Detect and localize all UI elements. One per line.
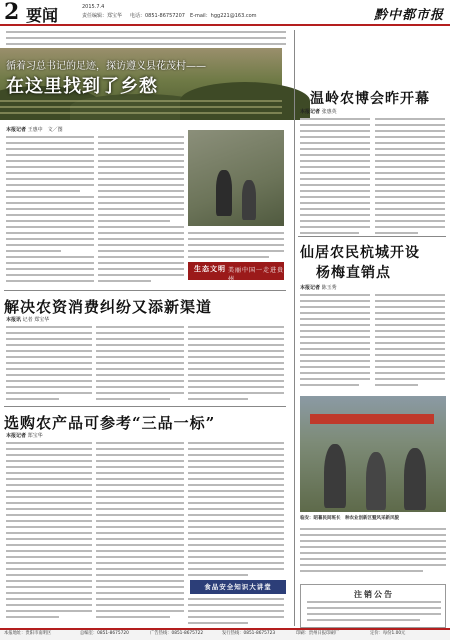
footer-cell: 总编室：0851-8675720 [80, 631, 129, 636]
select-byline-names: 郑宝华 [27, 433, 43, 439]
divider [4, 406, 286, 407]
email-line: E-mail：hgg221@163.com [190, 13, 257, 19]
divider [4, 290, 286, 291]
xianju-headline-line2: 杨梅直销点 [316, 265, 391, 281]
footer-cell: 本报地址：贵阳市南明区 [4, 631, 52, 636]
lead-byline [6, 126, 63, 133]
xianju-body-col-2 [375, 294, 445, 390]
divider [298, 236, 446, 237]
expo-byline [300, 108, 337, 115]
xianju-byline-tag: 本报记者 [300, 285, 321, 291]
right-photo-caption: 临安：昭暮民间班长 种农业创新区暨风采新风貌 [300, 516, 399, 521]
right-photo [300, 396, 446, 512]
consumer-headline: 解决农资消费纠纷又添新渠道 [4, 298, 213, 316]
notice-title: 注销公告 [354, 590, 394, 599]
xianju-byline-names: 陈玉秀 [321, 285, 337, 291]
expo-body-col-2 [375, 118, 445, 238]
consumer-byline [6, 316, 49, 323]
masthead [0, 0, 450, 26]
lead-body-col-2 [98, 136, 184, 286]
lead-byline-tag: 本报记者 [6, 127, 27, 133]
consumer-body-col-1 [6, 326, 92, 404]
xianju-byline [300, 284, 337, 291]
ecology-banner [188, 262, 285, 283]
newspaper-brand: 黔中都市报 [373, 8, 444, 23]
expo-byline-names: 张惠英 [321, 109, 337, 115]
expo-body-col-1 [300, 118, 370, 238]
xianju-headline-line1: 仙居农民杭城开设 [300, 245, 420, 261]
notice-box [300, 584, 446, 628]
select-byline-tag: 本报记者 [6, 433, 27, 439]
footer-cell: 广告热线：0851-8675722 [150, 631, 204, 636]
page-number: 2 [4, 0, 20, 25]
notice-body [307, 601, 441, 625]
ad-body [188, 598, 284, 628]
phone-line: 电话：0851-86757207 [130, 13, 185, 19]
food-safety-banner: 食品安全知识大讲堂 [190, 580, 286, 594]
column-divider [294, 30, 295, 626]
editor-line: 责任编辑：郑宝华 [82, 13, 123, 19]
right-photo-body [300, 528, 446, 576]
consumer-body-col-2 [96, 326, 184, 404]
select-body-col-2 [96, 442, 184, 622]
lead-byline-names: 王惠中 文／图 [27, 127, 63, 133]
consumer-byline-names: 记者 郑宝华 [22, 317, 50, 323]
select-byline [6, 432, 43, 439]
lead-headline: 在这里找到了乡愁 [6, 76, 158, 97]
footer-cell: 定价：每份1.00元 [370, 631, 406, 636]
consumer-byline-tag: 本报讯 [6, 317, 22, 323]
footer-cell: 发行热线：0851-8675723 [222, 631, 276, 636]
expo-headline: 温岭农博会昨开幕 [310, 91, 430, 107]
consumer-body-col-3 [188, 326, 284, 404]
date-line: 2015.7.4 [82, 4, 105, 10]
select-body-col-1 [6, 442, 92, 622]
footer-cell: 印刷：贵州日报印刷厂 [296, 631, 339, 636]
mid-photo [188, 130, 284, 226]
section-title: 要闻 [26, 6, 59, 25]
lead-body-col-1 [6, 136, 94, 286]
expo-byline-tag: 本报记者 [300, 109, 321, 115]
banner-left-text: 生态文明 [194, 265, 226, 273]
footer [0, 628, 450, 640]
banner-right-text: 美丽中国一走进贵州 [228, 267, 285, 283]
select-body-col-3 [188, 442, 284, 580]
select-headline: 选购农产品可参考“三品一标” [4, 414, 216, 432]
lead-kicker: 循着习总书记的足迹，探访遵义县花茂村—— [6, 61, 206, 72]
lead-body-col-3 [188, 232, 284, 262]
xianju-body-col-1 [300, 294, 370, 390]
